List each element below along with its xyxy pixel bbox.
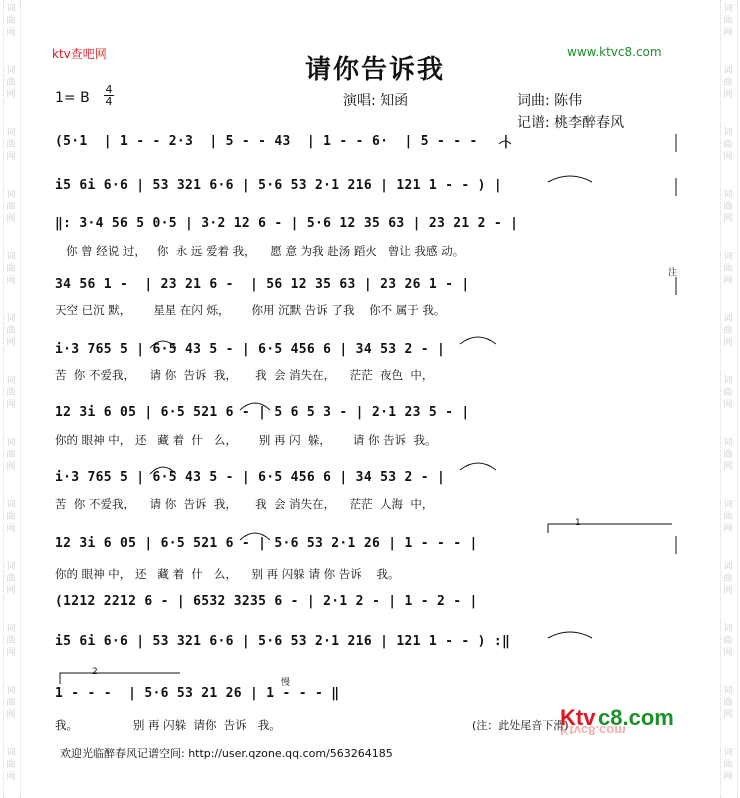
- side-watermark-glyph: 词: [6, 66, 16, 76]
- side-watermark-glyph: 词: [6, 438, 16, 448]
- tie-slur: [150, 341, 176, 348]
- side-watermark-glyph: 曲: [723, 698, 733, 708]
- side-watermark-glyph: 词: [723, 252, 733, 262]
- side-watermark-glyph: 网: [723, 152, 733, 162]
- side-watermark-glyph: 网: [6, 28, 16, 38]
- side-watermark-glyph: 词: [6, 748, 16, 758]
- side-watermark-glyph: 网: [6, 152, 16, 162]
- side-watermark-glyph: 词: [6, 4, 16, 14]
- side-watermark-glyph: 网: [6, 276, 16, 286]
- side-watermark-glyph: 曲: [6, 760, 16, 770]
- score-row-8-lyrics: 你的 眼神 中， 还 藏 着 什 么， 别 再 闪躲 请 你 告诉 我。: [55, 567, 400, 581]
- score-row-6-notes: 12 3i 6 05 | 6·5 521 6 - | 5 6 5 3 - | 2·1 23 5 - |: [55, 405, 470, 420]
- footnote: (注：此处尾音下滑): [472, 719, 569, 732]
- logo-ktv: Ktv: [560, 705, 596, 730]
- side-watermark-glyph: 词: [723, 686, 733, 696]
- side-watermark-glyph: 网: [723, 214, 733, 224]
- side-watermark-glyph: 曲: [723, 326, 733, 336]
- side-watermark-glyph: 网: [723, 648, 733, 658]
- side-watermark-glyph: 词: [723, 190, 733, 200]
- score-row-4-lyrics: 天空 已沉 默， 星星 在闪 烁， 你用 沉默 告诉 了我 你不 属于 我。: [55, 303, 446, 317]
- score-row-7-lyrics: 苦 你 不爱我， 请 你 告诉 我， 我 会 消失在， 茫茫 人海 中，: [55, 497, 434, 511]
- side-watermark-glyph: 曲: [723, 264, 733, 274]
- side-watermark-glyph: 网: [723, 90, 733, 100]
- side-watermark-glyph: 网: [6, 462, 16, 472]
- side-watermark-glyph: 曲: [6, 202, 16, 212]
- side-watermark-glyph: 词: [6, 686, 16, 696]
- side-watermark-glyph: 词: [6, 128, 16, 138]
- side-watermark-glyph: 词: [6, 252, 16, 262]
- tie-slur: [460, 337, 496, 344]
- side-watermark-glyph: 曲: [723, 636, 733, 646]
- side-watermark-glyph: 词: [723, 376, 733, 386]
- side-watermark-glyph: 网: [6, 90, 16, 100]
- song-title: 请你告诉我: [305, 55, 446, 85]
- key-signature: 1= B: [55, 90, 90, 106]
- side-watermark-glyph: 网: [6, 338, 16, 348]
- score-row-11-notes: 1 - - - | 5·6 53 21 26 | 1 - - - ‖: [55, 686, 340, 701]
- side-watermark-glyph: 曲: [723, 16, 733, 26]
- score-row-5-notes: i·3 765 5 | 6·5 43 5 - | 6·5 456 6 | 34 53 2 - |: [55, 342, 446, 357]
- side-watermark-glyph: 网: [6, 214, 16, 224]
- singer-credit: 演唱: 知函: [343, 93, 409, 109]
- side-watermark-glyph: 网: [6, 772, 16, 782]
- volta-1-label: 1: [575, 518, 581, 528]
- slow-marker: 慢: [281, 678, 291, 688]
- score-row-7-notes: i·3 765 5 | 6·5 43 5 - | 6·5 456 6 | 34 53 2 - |: [55, 470, 446, 485]
- tie-slur: [548, 632, 592, 638]
- side-watermark-glyph: 曲: [6, 264, 16, 274]
- side-watermark-glyph: 网: [723, 400, 733, 410]
- side-watermark-glyph: 词: [723, 500, 733, 510]
- volta-bracket-1: [548, 524, 672, 533]
- time-signature-top: 4: [105, 83, 113, 96]
- side-watermark-glyph: 曲: [723, 388, 733, 398]
- side-watermark-glyph: 曲: [6, 140, 16, 150]
- tie-slur: [548, 176, 592, 182]
- volta-bracket-2: [60, 673, 180, 684]
- side-watermark-glyph: 曲: [723, 202, 733, 212]
- volta-2-label: 2: [92, 667, 98, 677]
- side-watermark-glyph: 网: [6, 648, 16, 658]
- tie-slur: [499, 141, 511, 144]
- side-watermark-glyph: 词: [6, 376, 16, 386]
- side-watermark-glyph: 词: [6, 190, 16, 200]
- logo-c8com: c8.com: [598, 705, 674, 730]
- time-signature-bottom: 4: [105, 95, 113, 108]
- side-watermark-glyph: 曲: [723, 78, 733, 88]
- side-watermark-glyph: 曲: [6, 450, 16, 460]
- side-watermark-glyph: 词: [723, 314, 733, 324]
- score-row-3-lyrics: 你 曾 经说 过， 你 永 远 爱着 我， 愿 意 为我 赴汤 蹈火 曾让 我感 动。: [55, 244, 465, 258]
- side-watermark-glyph: 曲: [723, 140, 733, 150]
- composer-credit: 词曲: 陈伟: [517, 93, 583, 109]
- side-watermark-glyph: 曲: [6, 16, 16, 26]
- side-watermark-glyph: 网: [6, 400, 16, 410]
- side-watermark-glyph: 曲: [6, 636, 16, 646]
- side-watermark-glyph: 网: [723, 276, 733, 286]
- side-watermark-glyph: 网: [723, 710, 733, 720]
- side-watermark-glyph: 词: [723, 66, 733, 76]
- tie-slur: [150, 467, 176, 474]
- side-watermark-glyph: 曲: [723, 574, 733, 584]
- side-watermark-glyph: 网: [6, 524, 16, 534]
- score-row-10-notes: i5 6i 6·6 | 53 321 6·6 | 5·6 53 2·1 216 | 121 1 - - ) :‖: [55, 634, 511, 649]
- side-watermark-glyph: 词: [6, 624, 16, 634]
- side-watermark-glyph: 网: [723, 586, 733, 596]
- side-watermark-glyph: 曲: [6, 512, 16, 522]
- score-row-3-notes: ‖: 3·4 56 5 0·5 | 3·2 12 6 - | 5·6 12 35 63 | 23 21 2 - |: [55, 216, 519, 231]
- score-row-11-lyrics: 我。 别 再 闪躲 请你 告诉 我。: [55, 718, 281, 732]
- side-watermark-glyph: 曲: [723, 512, 733, 522]
- ktvc8-logo: [560, 703, 690, 743]
- side-watermark-glyph: 词: [6, 314, 16, 324]
- side-watermark-glyph: 网: [723, 772, 733, 782]
- side-watermark-glyph: 词: [6, 562, 16, 572]
- side-watermark-glyph: 曲: [723, 760, 733, 770]
- score-row-4-notes: 34 56 1 - | 23 21 6 - | 56 12 35 63 | 23 26 1 - |: [55, 277, 470, 292]
- site-name-left[interactable]: ktv查吧网: [52, 47, 107, 61]
- tie-slur: [240, 403, 270, 410]
- tie-slur: [460, 463, 496, 470]
- tie-slur: [240, 533, 270, 540]
- logo-reflection: Ktvc8.com: [560, 723, 626, 738]
- side-watermark-glyph: 曲: [6, 326, 16, 336]
- side-watermark-glyph: 曲: [6, 574, 16, 584]
- side-watermark-glyph: 词: [6, 500, 16, 510]
- score-row-1-notes: (5·1 | 1 - - 2·3 | 5 - - 43 | 1 - - 6· | 5 - - - |: [55, 134, 511, 149]
- note-marker: 注: [668, 268, 678, 278]
- side-watermark-glyph: 曲: [6, 388, 16, 398]
- score-row-6-lyrics: 你的 眼神 中， 还 藏 着 什 么， 别 再 闪 躲， 请 你 告诉 我。: [55, 433, 437, 447]
- site-url-right[interactable]: www.ktvc8.com: [567, 45, 662, 59]
- score-row-2-notes: i5 6i 6·6 | 53 321 6·6 | 5·6 53 2·1 216 | 121 1 - - ) |: [55, 178, 502, 193]
- side-watermark-glyph: 词: [723, 4, 733, 14]
- side-watermark-glyph: 曲: [723, 450, 733, 460]
- side-watermark-glyph: 曲: [6, 698, 16, 708]
- footer-link-text[interactable]: 欢迎光临醉春风记谱空间: http://user.qzone.qq.com/563264185: [60, 747, 393, 760]
- side-watermark-glyph: 曲: [6, 78, 16, 88]
- side-watermark-glyph: 网: [6, 586, 16, 596]
- side-watermark-glyph: 词: [723, 748, 733, 758]
- score-row-5-lyrics: 苦 你 不爱我， 请 你 告诉 我， 我 会 消失在， 茫茫 夜色 中，: [55, 368, 434, 382]
- score-row-9-notes: (1212 2212 6 - | 6532 3235 6 - | 2·1 2 - | 1 - 2 - |: [55, 594, 478, 609]
- side-watermark-glyph: 词: [723, 624, 733, 634]
- side-watermark-glyph: 词: [723, 438, 733, 448]
- side-watermark-glyph: 网: [6, 710, 16, 720]
- side-watermark-glyph: 网: [723, 524, 733, 534]
- side-watermark-glyph: 词: [723, 128, 733, 138]
- transcriber-credit: 记谱: 桃李醉春风: [517, 115, 625, 131]
- side-watermark-glyph: 网: [723, 28, 733, 38]
- side-watermark-glyph: 词: [723, 562, 733, 572]
- score-row-8-notes: 12 3i 6 05 | 6·5 521 6 - | 5·6 53 2·1 26 | 1 - - - |: [55, 536, 478, 551]
- side-watermark-glyph: 网: [723, 338, 733, 348]
- side-watermark-glyph: 网: [723, 462, 733, 472]
